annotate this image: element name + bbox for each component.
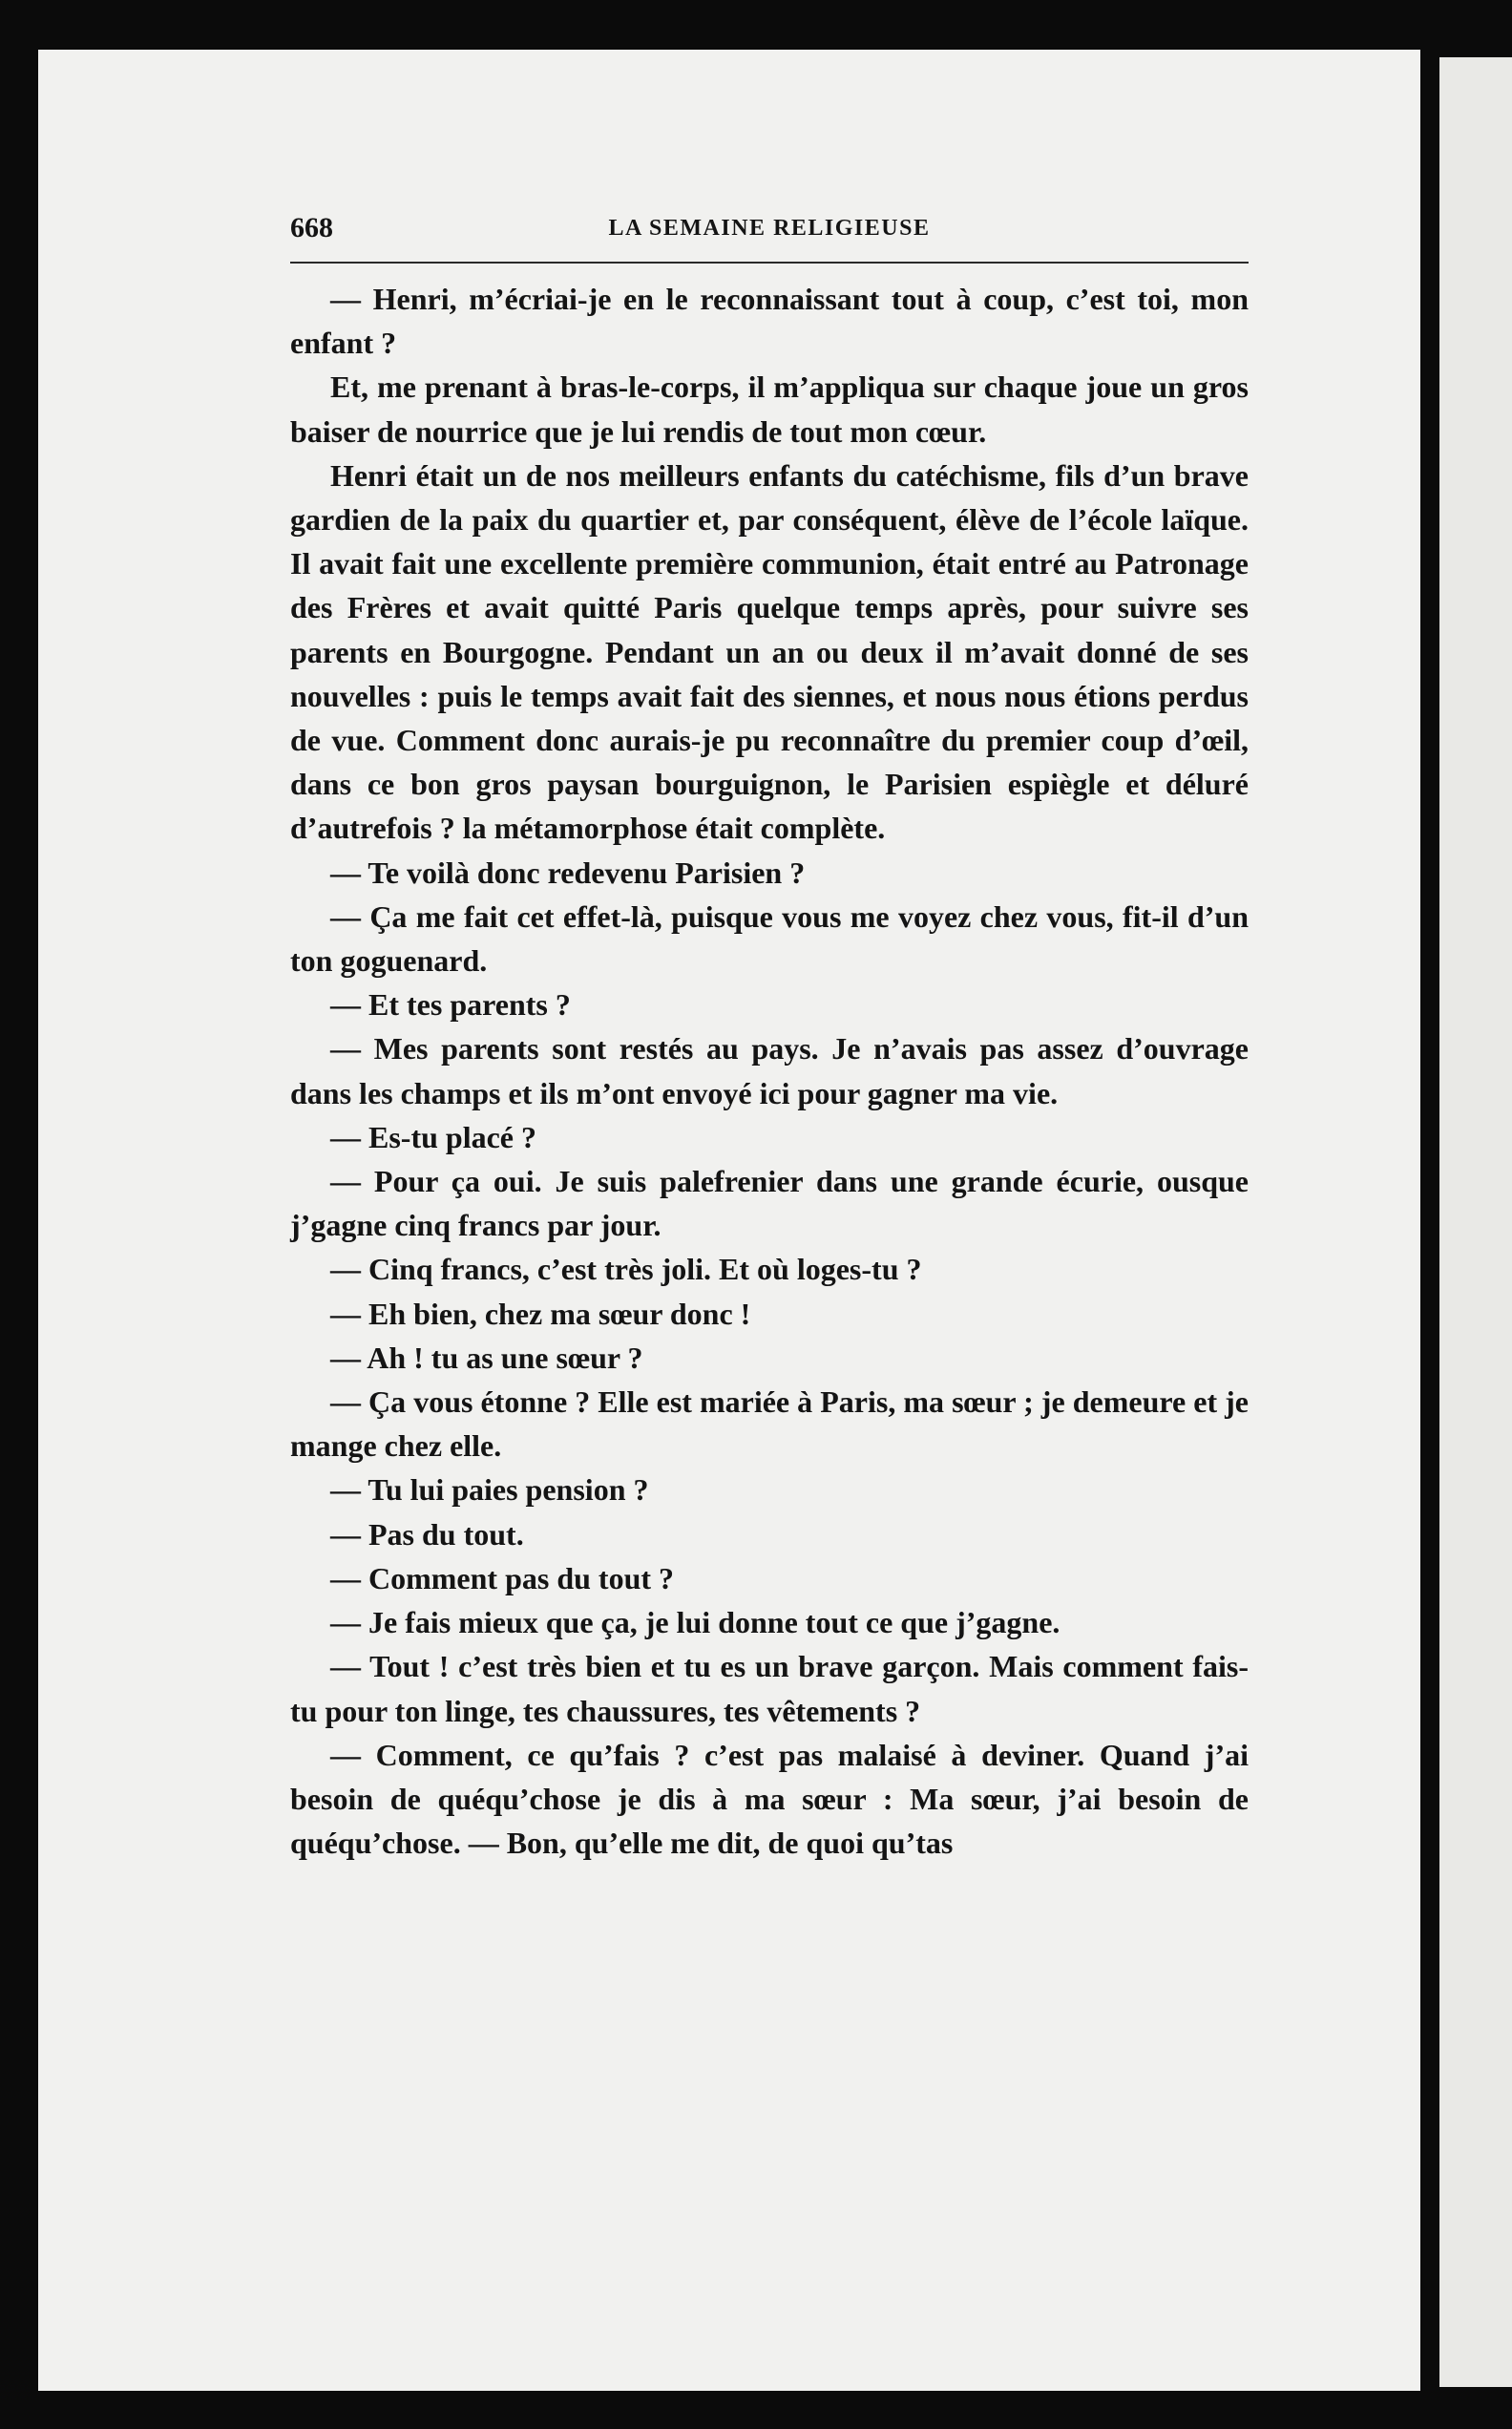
paragraph: — Mes parents sont restés au pays. Je n’avais pas assez d’ouvrage dans les champs et ils m’ont envoyé ici pour gagner ma vie. — [290, 1031, 1249, 1110]
paragraph: — Comment, ce qu’fais ? c’est pas malaisé à deviner. Quand j’ai besoin de quéqu’chose je dis à ma sœur : Ma sœur, j’ai besoin de quéqu’chose. — Bon, qu’elle me dit, de quoi qu’tas — [290, 1737, 1249, 1861]
paragraph: — Et tes parents ? — [330, 987, 571, 1023]
paragraph: — Ça vous étonne ? Elle est mariée à Paris, ma sœur ; je demeure et je mange chez elle. — [290, 1384, 1249, 1464]
paragraph: — Pour ça oui. Je suis palefrenier dans une grande écurie, ousque j’gagne cinq francs par jour. — [290, 1164, 1249, 1243]
facing-page-edge — [1439, 57, 1512, 2387]
paragraph: — Ça me fait cet effet-là, puisque vous me voyez chez vous, fit-il d’un ton goguenard. — [290, 898, 1249, 979]
paragraph: Henri était un de nos meilleurs enfants du catéchisme, fils d’un brave gardien de la paix du quartier et, par conséquent, élève de l’école laïque. Il avait fait une excellente première communion, était entré au Patronage des Frères et avait quitté Paris quelque temps après, pour suivre ses parents en Bourgogne. Pendant un an ou deux il m’avait donné de ses nouvelles : puis le temps avait fait des siennes, et nous nous étions perdus de vue. Comment donc aurais-je pu reconnaître du premier coup d’œil, dans ce bon gros paysan bourguignon, le Parisien espiègle et déluré d’autrefois ? la métamorphose était complète. — [290, 457, 1249, 846]
paragraph: — Cinq francs, c’est très joli. Et où loges-tu ? — [330, 1252, 922, 1287]
paragraph: — Tout ! c’est très bien et tu es un brave garçon. Mais comment fais-tu pour ton linge, tes chaussures, tes vêtements ? — [290, 1649, 1249, 1728]
running-header — [290, 212, 1249, 262]
paragraph: Et, me prenant à bras-le-corps, il m’appliqua sur chaque joue un gros baiser de nourrice que je lui rendis de tout mon cœur. — [290, 370, 1249, 449]
page-number: 668 — [290, 212, 333, 243]
paragraph: — Comment pas du tout ? — [330, 1560, 675, 1595]
paragraph: — Pas du tout. — [330, 1516, 524, 1552]
page-text-block — [290, 212, 1249, 1865]
paragraph: — Je fais mieux que ça, je lui donne tout ce que j’gagne. — [330, 1605, 1060, 1640]
paragraph: — Eh bien, chez ma sœur donc ! — [330, 1296, 751, 1331]
paragraph: — Te voilà donc redevenu Parisien ? — [330, 855, 806, 890]
paragraph: — Ah ! tu as une sœur ? — [330, 1340, 643, 1375]
paragraph: — Es-tu placé ? — [330, 1119, 536, 1154]
paragraph: — Henri, m’écriai-je en le reconnaissant tout à coup, c’est toi, mon enfant ? — [290, 282, 1249, 361]
paragraph: — Tu lui paies pension ? — [330, 1472, 649, 1508]
publication-title: LA SEMAINE RELIGIEUSE — [608, 216, 931, 241]
body-text — [290, 277, 1249, 1865]
header-rule — [290, 262, 1249, 264]
